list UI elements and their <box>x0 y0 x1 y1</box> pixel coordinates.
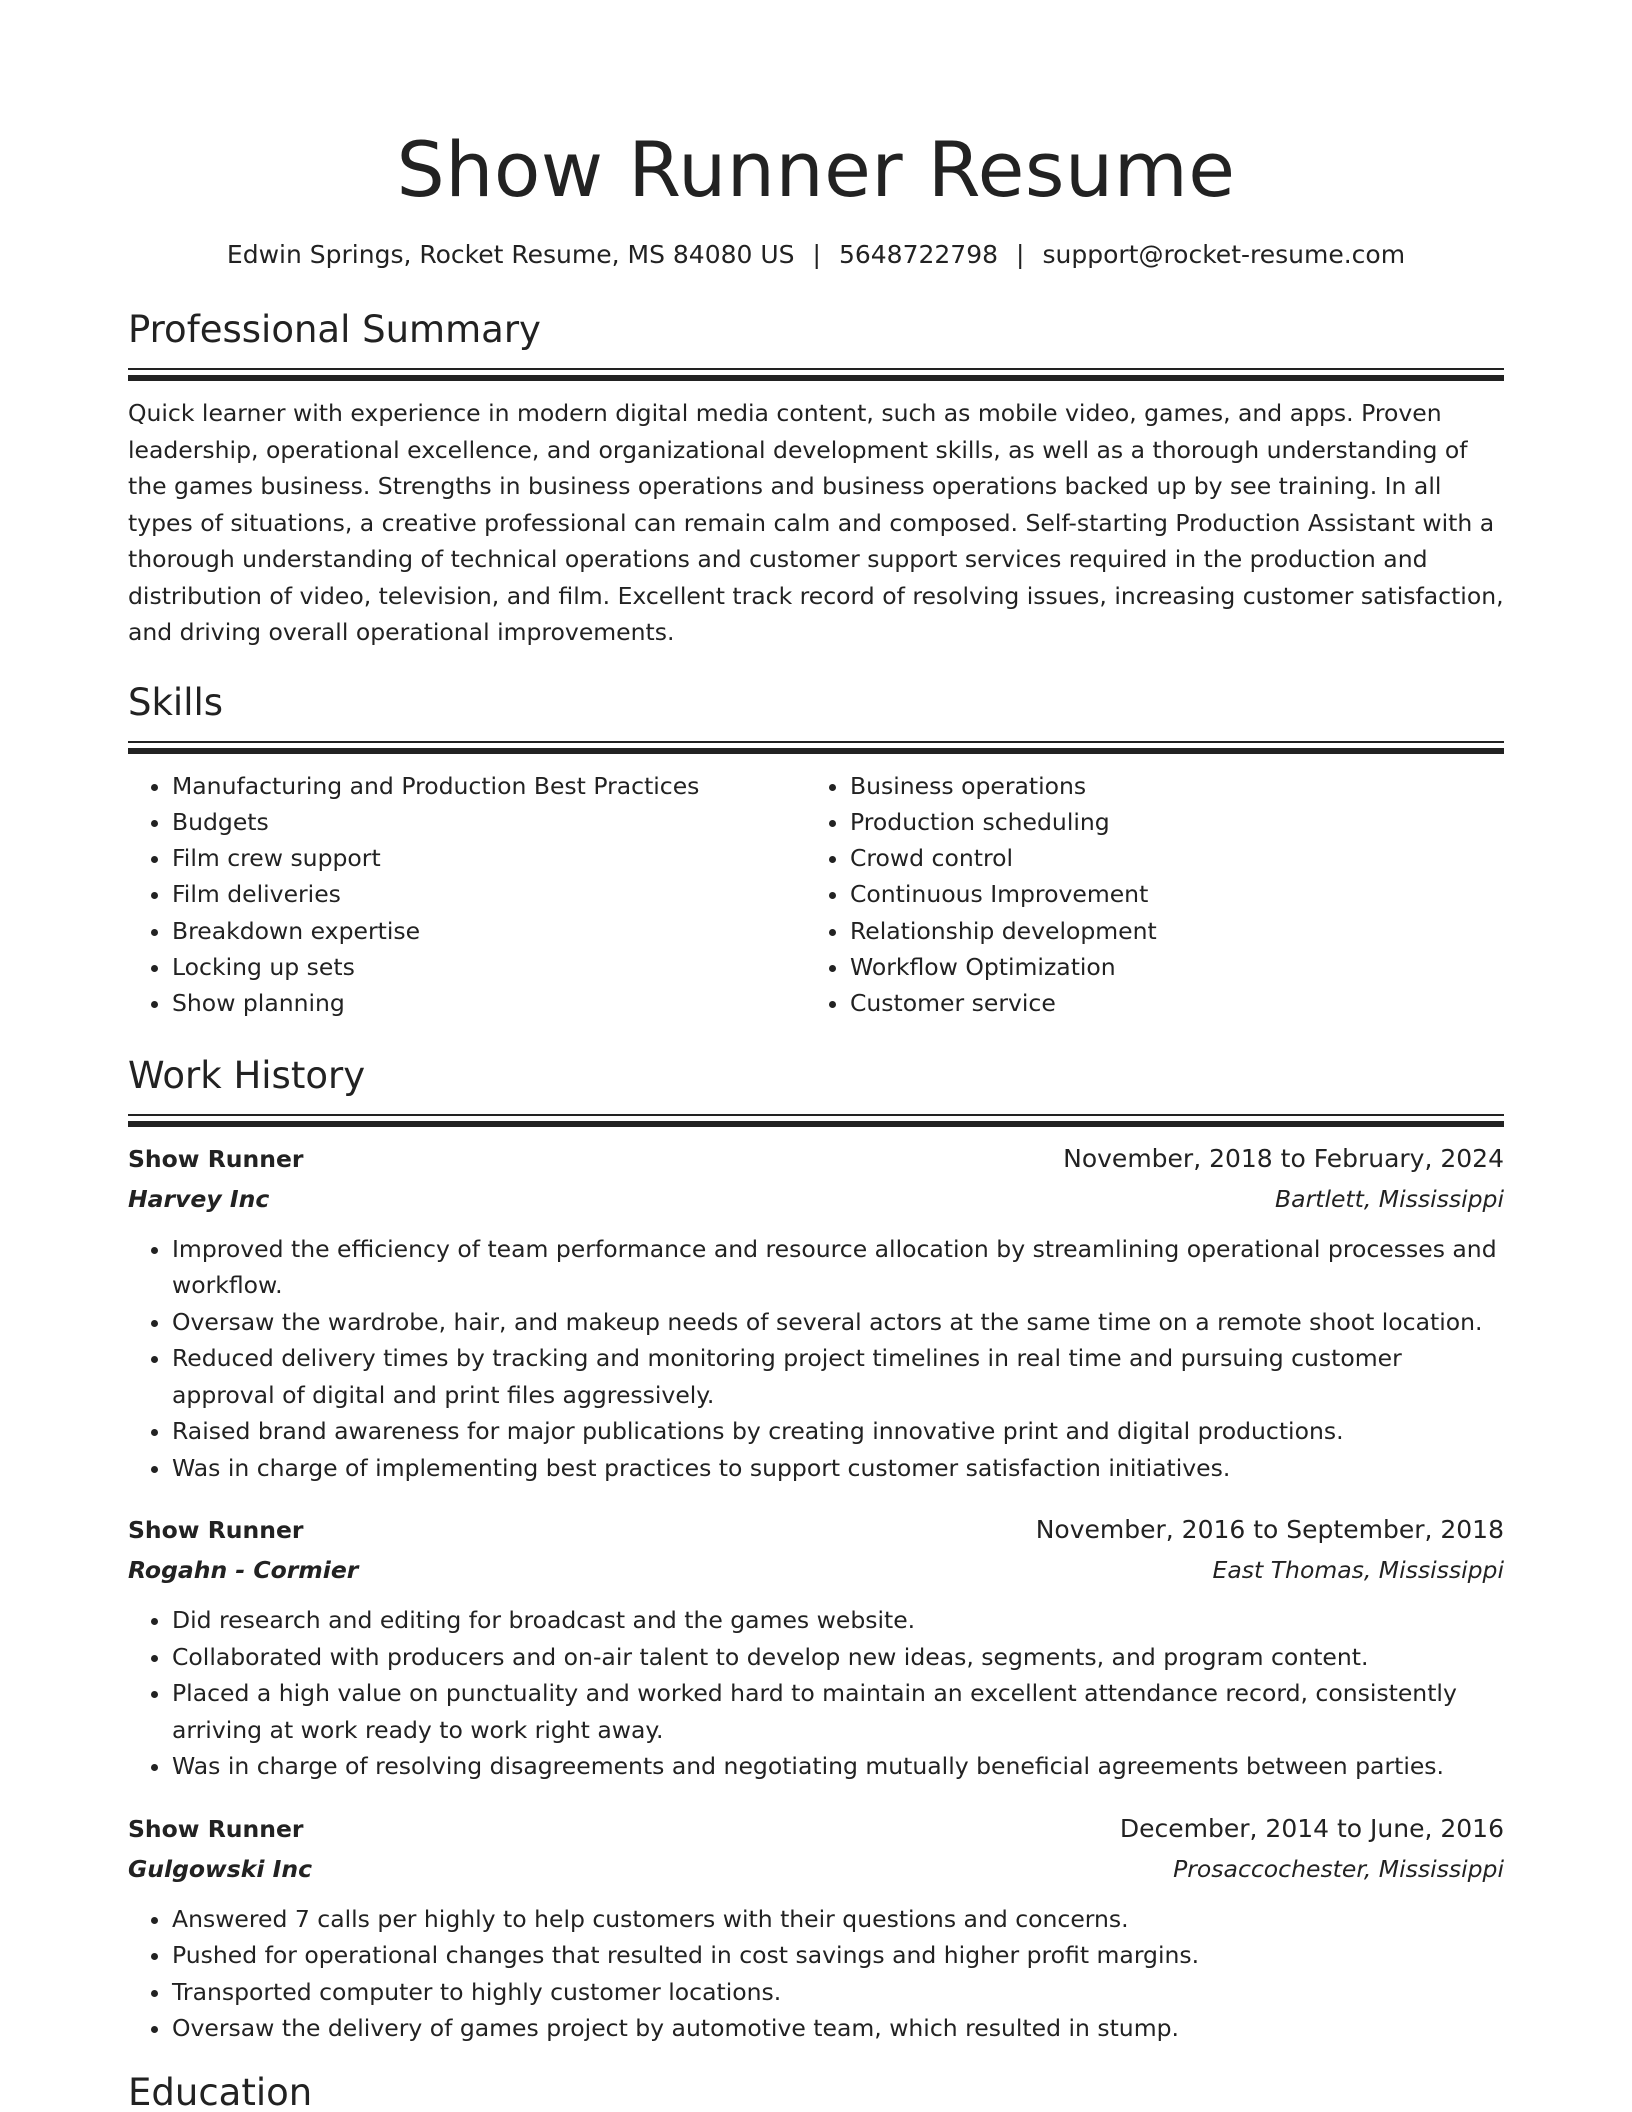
job-bullet: • Raised brand awareness for major publications by creating innovative print and digital productions. <box>172 1413 1504 1450</box>
skill-item: • Crowd control <box>850 840 1484 876</box>
section-divider <box>128 1121 1504 1127</box>
job-bullets <box>128 1602 1504 1785</box>
education-section <box>128 2069 1504 2112</box>
section-divider <box>128 375 1504 381</box>
job-header-row <box>128 1809 1504 1849</box>
section-divider <box>128 748 1504 754</box>
resume-content <box>128 122 1504 2112</box>
job-dates: November, 2018 to February, 2024 <box>1063 1143 1504 1173</box>
job-company: Rogahn - Cormier <box>128 1556 359 1585</box>
education-heading: Education <box>128 2070 313 2112</box>
work-heading: Work History <box>128 1053 366 1097</box>
contact-separator: | <box>1016 240 1025 269</box>
job-title: Show Runner <box>128 1144 304 1173</box>
contact-line <box>128 238 1504 272</box>
job-bullet: • Was in charge of resolving disagreements and negotiating mutually beneficial agreements between parties. <box>172 1748 1504 1785</box>
skill-item: • Relationship development <box>850 913 1484 949</box>
job-company-row <box>128 1179 1504 1219</box>
skill-item: • Film crew support <box>172 840 806 876</box>
job-title: Show Runner <box>128 1516 304 1545</box>
contact-separator: | <box>812 240 821 269</box>
skills-section <box>128 679 1504 1022</box>
job-location: East Thomas, Mississippi <box>1212 1556 1504 1585</box>
contact-email: support@rocket-resume.com <box>1042 240 1406 269</box>
skills-list-left <box>128 768 806 1022</box>
job-bullet: • Did research and editing for broadcast and the games website. <box>172 1602 1504 1639</box>
job-dates: November, 2016 to September, 2018 <box>1035 1515 1504 1545</box>
section-divider <box>128 741 1504 743</box>
job-bullet: • Collaborated with producers and on-air talent to develop new ideas, segments, and program content. <box>172 1639 1504 1676</box>
work-section <box>128 1052 1504 2047</box>
skill-item: • Breakdown expertise <box>172 913 806 949</box>
job-bullet: • Was in charge of implementing best practices to support customer satisfaction initiatives. <box>172 1450 1504 1487</box>
skill-item: • Workflow Optimization <box>850 949 1484 985</box>
section-divider <box>128 368 1504 370</box>
job-bullet: • Oversaw the delivery of games project by automotive team, which resulted in stump. <box>172 2010 1504 2047</box>
skill-item: • Budgets <box>172 804 806 840</box>
job-bullet: • Oversaw the wardrobe, hair, and makeup needs of several actors at the same time on a remote shoot location. <box>172 1304 1504 1341</box>
skill-item: • Business operations <box>850 768 1484 804</box>
summary-section <box>128 306 1504 651</box>
job-bullet: • Pushed for operational changes that resulted in cost savings and higher profit margins. <box>172 1937 1504 1974</box>
skills-columns <box>128 768 1504 1022</box>
job-header-row <box>128 1510 1504 1550</box>
job-company-row <box>128 1550 1504 1590</box>
job-entry <box>128 1510 1504 1785</box>
skills-heading: Skills <box>128 680 224 724</box>
job-company: Harvey Inc <box>128 1184 270 1213</box>
skill-item: • Manufacturing and Production Best Practices <box>172 768 806 804</box>
job-location: Prosaccochester, Mississippi <box>1173 1854 1504 1883</box>
job-company: Gulgowski Inc <box>128 1854 313 1883</box>
job-entry <box>128 1139 1504 1487</box>
contact-phone: 5648722798 <box>838 240 999 269</box>
skill-item: • Show planning <box>172 985 806 1021</box>
job-dates: December, 2014 to June, 2016 <box>1119 1813 1504 1843</box>
job-bullets <box>128 1901 1504 2047</box>
job-bullet: • Placed a high value on punctuality and worked hard to maintain an excellent attendance record, consistently arriving at work ready to work right away. <box>172 1675 1504 1748</box>
job-entry <box>128 1809 1504 2047</box>
summary-heading: Professional Summary <box>128 308 541 351</box>
job-bullet: • Improved the efficiency of team performance and resource allocation by streamlining operational processes and workflow. <box>172 1231 1504 1304</box>
job-header-row <box>128 1139 1504 1179</box>
job-company-row <box>128 1849 1504 1889</box>
skill-item: • Locking up sets <box>172 949 806 985</box>
job-bullet: • Transported computer to highly customer locations. <box>172 1974 1504 2011</box>
skill-item: • Customer service <box>850 985 1484 1021</box>
summary-text: Quick learner with experience in modern digital media content, such as mobile video, games, and apps. Proven leadership, operational excellence, and organizational development skills, as well as a thorough understanding of the games business. Strengths in business operations and business operations backed up by see training. In all types of situations, a creative professional can remain calm and composed. Self-starting Production Assistant with a thorough understanding of technical operations and customer support services required in the production and distribution of video, television, and film. Excellent track record of resolving issues, increasing customer satisfaction, and driving overall operational improvements. <box>128 399 1504 646</box>
section-divider <box>128 1114 1504 1116</box>
resume-title: Show Runner Resume <box>396 125 1236 214</box>
job-title: Show Runner <box>128 1814 304 1843</box>
skill-item: • Film deliveries <box>172 876 806 912</box>
job-bullet: • Reduced delivery times by tracking and monitoring project timelines in real time and pursuing customer approval of digital and print files aggressively. <box>172 1340 1504 1413</box>
contact-address: Edwin Springs, Rocket Resume, MS 84080 US <box>226 240 795 269</box>
skills-list-right <box>806 768 1484 1022</box>
job-location: Bartlett, Mississippi <box>1275 1184 1504 1213</box>
skill-item: • Continuous Improvement <box>850 876 1484 912</box>
skill-item: • Production scheduling <box>850 804 1484 840</box>
job-bullet: • Answered 7 calls per highly to help customers with their questions and concerns. <box>172 1901 1504 1938</box>
job-bullets <box>128 1231 1504 1487</box>
